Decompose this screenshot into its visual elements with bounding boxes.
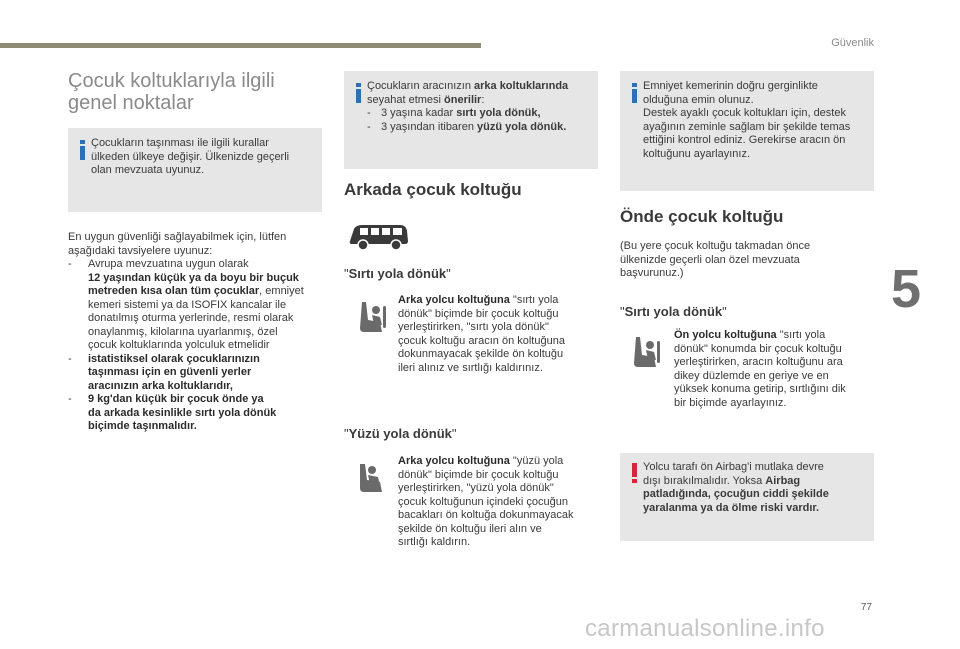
page-title <box>68 70 318 114</box>
info-box-seatbelt <box>620 71 874 191</box>
list-item: - 3 yaşından itibaren yüzü yola dönük. <box>367 120 567 133</box>
info-box-regulations <box>68 128 322 212</box>
heading-rear-child-seat: Arkada çocuk koltuğu <box>344 180 522 199</box>
list-item: - 3 yaşına kadar sırtı yola dönük, <box>367 107 541 119</box>
rear-facing-seat-icon <box>626 333 666 373</box>
warning-text: Yolcu tarafı ön Airbag'i mutlaka devre dışı bırakılmalıdır. Yoksa Airbag patladığında, çocuğun ciddi şekilde yaralanma ya da ölme riski vardır. <box>643 461 829 514</box>
section-label: Güvenlik <box>831 37 874 49</box>
info-text: Emniyet kemerinin doğru gerginlikte olduğuna emin olunuz. Destek ayaklı çocuk koltukları için, destek ayağının zeminle sağlam bir şekilde temas ettiğini kontrol ediniz. Gerekirse aracın ön koltuğunu ayarlayınız. <box>643 80 851 160</box>
info-icon <box>78 140 87 160</box>
forward-facing-seat-icon <box>352 458 392 498</box>
heading-front-child-seat: Önde çocuk koltuğu <box>620 207 784 226</box>
warning-box-airbag <box>620 453 874 541</box>
list-item: - istatistiksel olarak çocuklarınızın taşınması için en güvenli yerler aracınızın arka koltuklarıdır, <box>68 352 260 392</box>
header-rule <box>0 43 481 48</box>
subheading-rear-facing: "Sırtı yola dönük" <box>344 266 451 281</box>
front-rear-facing-text: Ön yolcu koltuğuna "sırtı yola dönük" konumda bir çocuk koltuğu yerleştirirken, aracın koltuğunu ara dikey düzlemde en geriye ve en yüksek konuma getirip, sırtlığını dik bir biçimde ayarlayınız. <box>674 329 846 409</box>
list-item: - 9 kg'dan küçük bir çocuk önde ya da arkada kesinlikle sırtı yola dönük biçimde taşınmalıdır. <box>68 393 277 432</box>
watermark: carmanualsonline.info <box>585 615 825 642</box>
subheading-forward-facing: "Yüzü yola dönük" <box>344 426 457 441</box>
chapter-number: 5 <box>891 259 922 319</box>
page-number: 77 <box>860 602 872 613</box>
van-icon <box>346 219 410 253</box>
list-item: - Avrupa mevzuatına uygun olarak 12 yaşından küçük ya da boyu bir buçuk metreden kısa olan tüm çocuklar, emniyet kemeri sistemi ya da ISOFIX kancalar ile donatılmış oturma yerlerinde, resmi olarak onaylanmış, kilolarına uyarlanmış, özel çocuk koltuklarında yolculuk etmelidir <box>68 258 304 351</box>
forward-facing-text: Arka yolcu koltuğuna "yüzü yola dönük" biçimde bir çocuk koltuğu yerleştirirken, "yüzü yola dönük" çocuk koltuğunun içindeki çocuğun bacakları ön koltuğa dokunmayacak şekilde ön koltuğu ileri alın ve sırtlığı kaldırın. <box>398 455 574 548</box>
info-icon <box>354 83 363 103</box>
front-seat-intro: (Bu yere çocuk koltuğu takmadan önce ülkenizde geçerli olan özel mevzuata başvurunuz.) <box>620 240 811 279</box>
subheading-front-rear-facing: "Sırtı yola dönük" <box>620 304 727 319</box>
title-line: genel noktalar <box>68 92 194 114</box>
safety-recommendations: En uygun güvenliği sağlayabilmek için, lütfen aşağıdaki tavsiyelere uyunuz: - Avrupa mevzuatına uygun olarak 12 yaşından küçük ya da boyu bir buçuk metreden kısa olan tüm çocuklar, emniyet kemeri sistemi ya da ISOFIX kancalar ile donatılmış oturma yerlerinde, resmi olarak onaylanmış, kilolarına uyarlanmış, özel çocuk koltuklarında yolculuk etmelidir - istatistiksel olarak çocuklarınızın taşınması için en güvenli yerler aracınızın arka koltuklarıdır, - 9 kg'dan küçük bir çocuk önde ya da arkada kesinlikle sırtı yola dönük biçimde taşınmalıdır. <box>68 231 324 434</box>
warning-icon <box>630 463 639 483</box>
rear-facing-seat-icon <box>352 298 392 338</box>
info-text: Çocukların aracınızın arka koltuklarında seyahat etmesi önerilir: - 3 yaşına kadar sırtı yola dönük, - 3 yaşından itibaren yüzü yola dönük. <box>367 80 595 134</box>
rear-facing-text: Arka yolcu koltuğuna "sırtı yola dönük" biçimde bir çocuk koltuğu yerleştirirken, "sırtı yola dönük" çocuk koltuğu aracın ön koltuğuna dokunmayacak şekilde ön koltuğu ileri alınız ve sırtlığı kaldırınız. <box>398 294 565 374</box>
info-icon <box>630 83 639 103</box>
title-line: Çocuk koltuklarıyla ilgili <box>68 70 275 92</box>
info-box-rear-seats <box>344 71 598 169</box>
info-text: Çocukların taşınması ile ilgili kurallar ülkeden ülkeye değişir. Ülkenizde geçerli olan mevzuata uyunuz. <box>91 137 290 176</box>
